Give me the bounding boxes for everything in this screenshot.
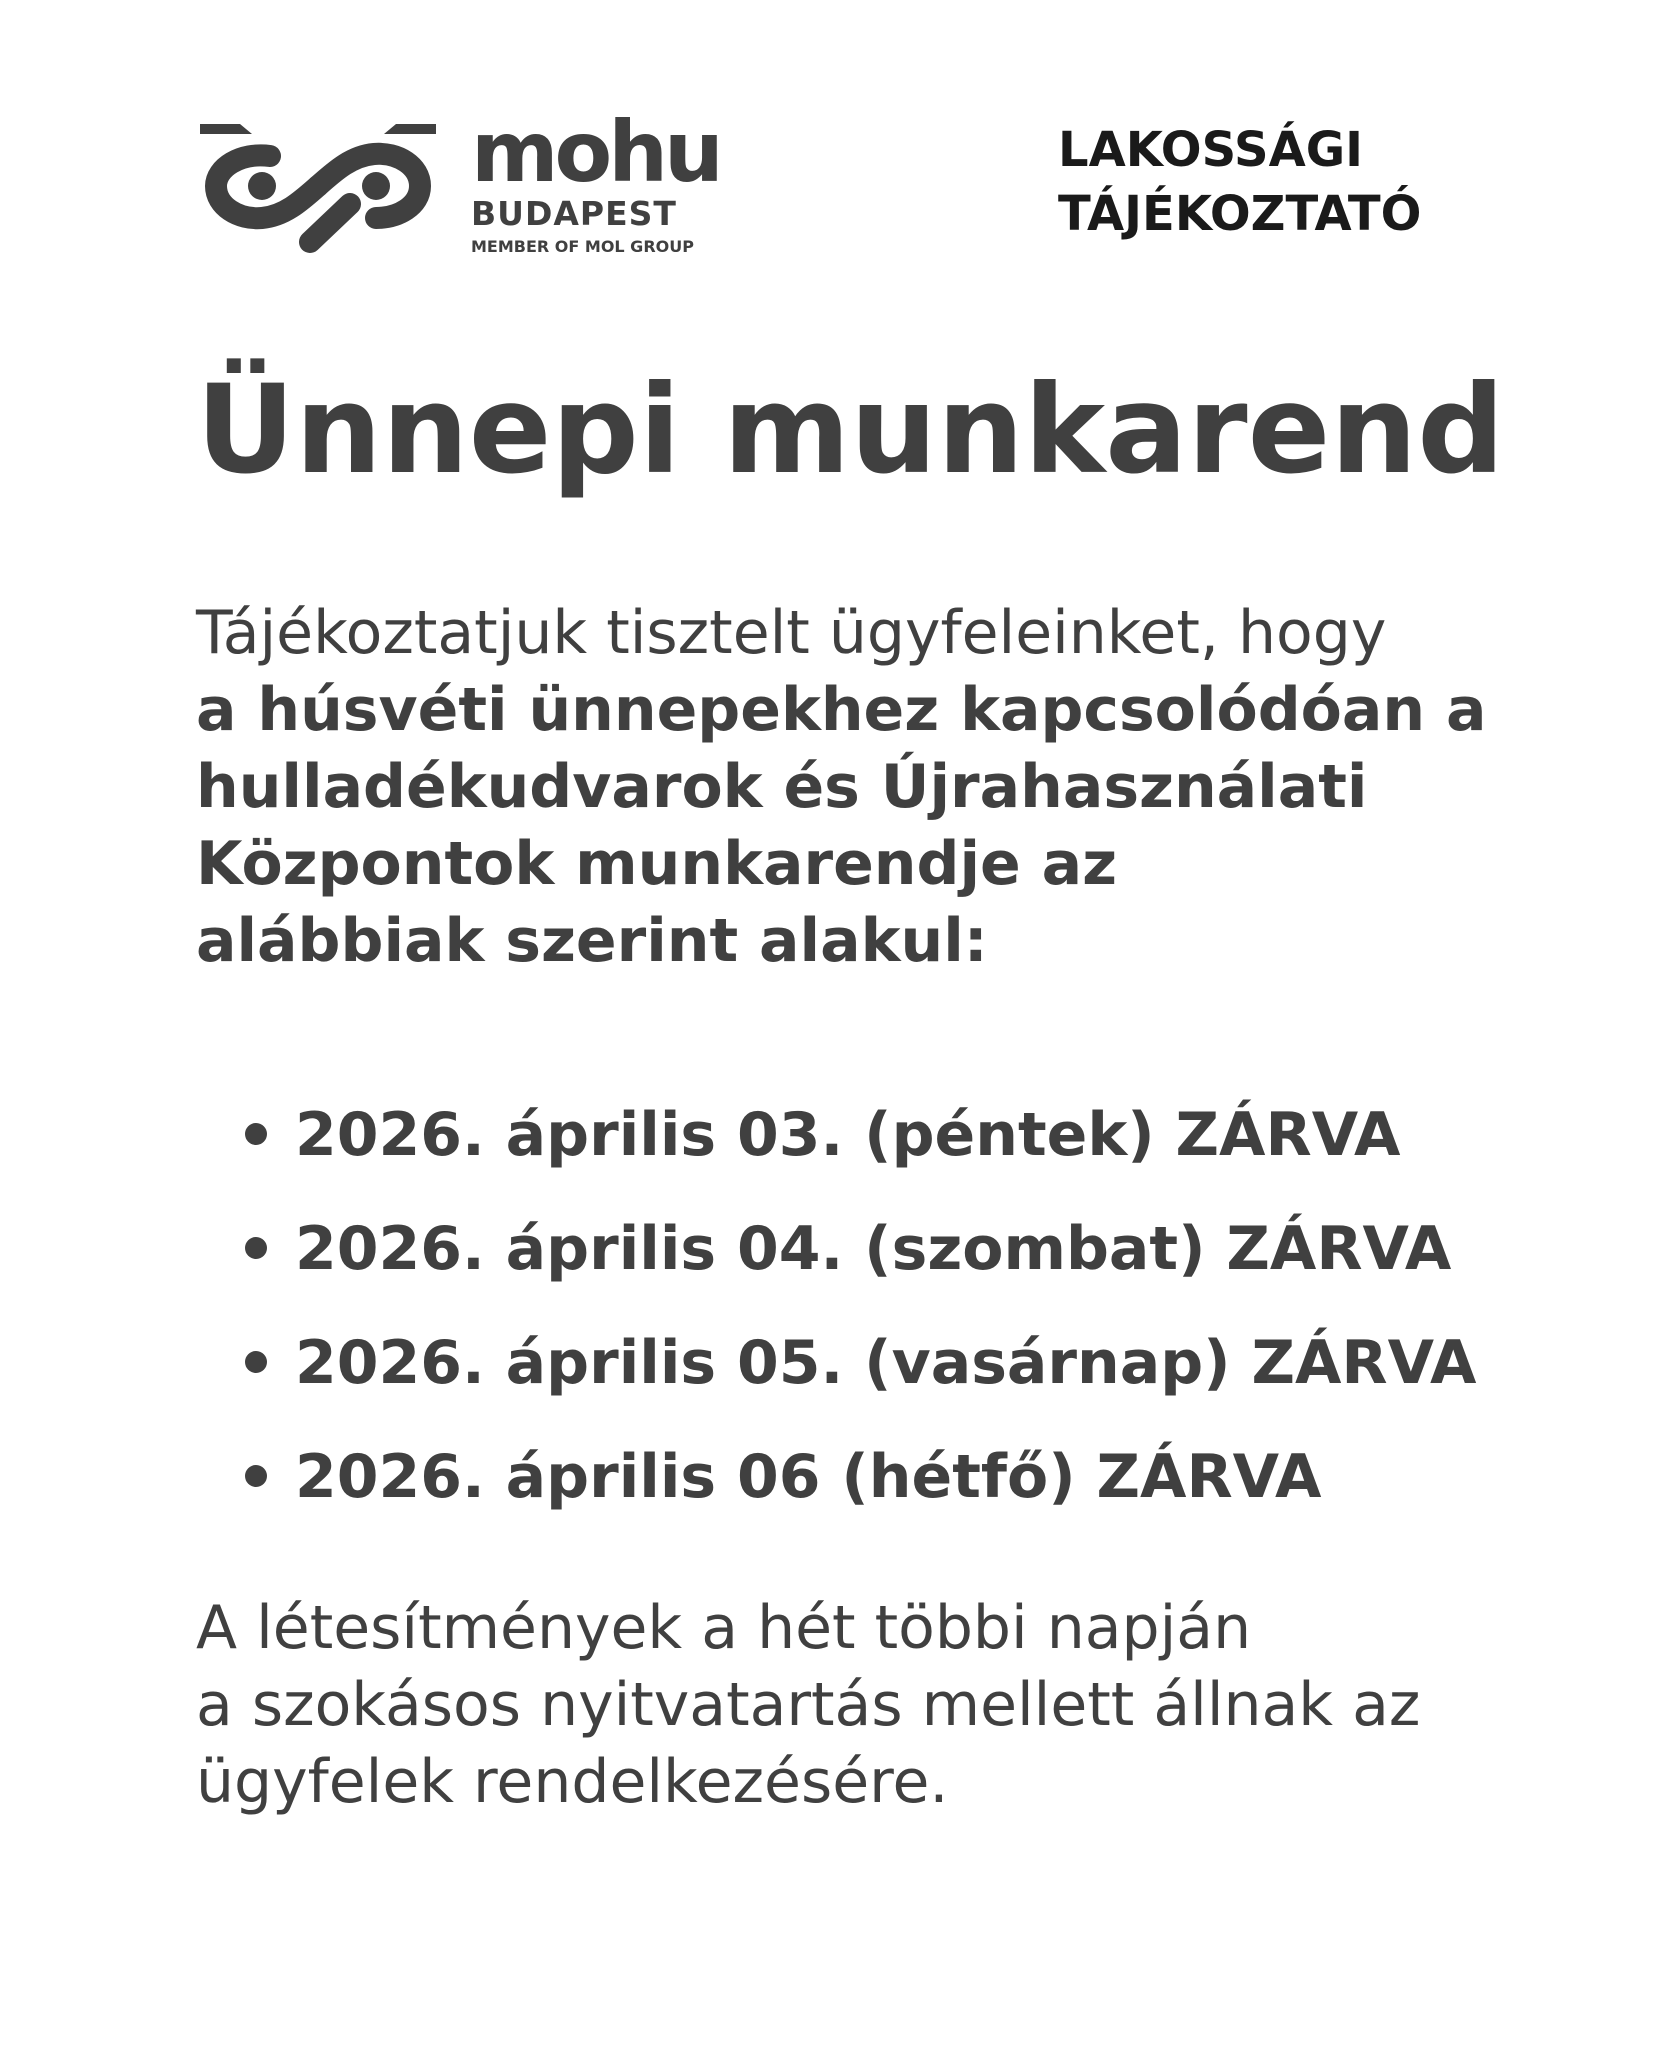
intro-line: Központok munkarendje az: [196, 829, 1118, 899]
brand-city: BUDAPEST: [471, 194, 677, 233]
closure-date: 2026. április 06 (hétfő) ZÁRVA: [295, 1442, 1322, 1512]
intro-paragraph: [196, 595, 1496, 980]
mohu-logo-icon: [200, 124, 436, 256]
bullet-icon: [245, 1123, 267, 1145]
header-label-line2: TÁJÉKOZTATÓ: [1058, 186, 1422, 242]
bullet-icon: [245, 1351, 267, 1373]
closure-date: 2026. április 05. (vasárnap) ZÁRVA: [295, 1328, 1477, 1398]
bullet-icon: [245, 1465, 267, 1487]
outro-line: ügyfelek rendelkezésére.: [196, 1747, 949, 1817]
brand-name: mohu: [471, 103, 720, 201]
bullet-icon: [245, 1237, 267, 1259]
closure-date: 2026. április 04. (szombat) ZÁRVA: [295, 1214, 1452, 1284]
page-title: Ünnepi munkarend: [196, 359, 1505, 501]
closure-date-list: [245, 1078, 1545, 1534]
list-item: [245, 1420, 1545, 1534]
brand-member: MEMBER OF MOL GROUP: [471, 237, 694, 256]
brand-block: [471, 103, 731, 258]
outro-line: a szokásos nyitvatartás mellett állnak az: [196, 1670, 1421, 1740]
list-item: [245, 1192, 1545, 1306]
list-item: [245, 1078, 1545, 1192]
list-item: [245, 1306, 1545, 1420]
header-label-line1: LAKOSSÁGI: [1058, 122, 1363, 178]
intro-line: hulladékudvarok és Újrahasználati: [196, 752, 1368, 822]
closure-date: 2026. április 03. (péntek) ZÁRVA: [295, 1100, 1401, 1170]
intro-line: alábbiak szerint alakul:: [196, 906, 988, 976]
outro-line: A létesítmények a hét többi napján: [196, 1593, 1252, 1663]
intro-line: Tájékoztatjuk tisztelt ügyfeleinket, hogy: [196, 598, 1387, 668]
outro-paragraph: [196, 1590, 1496, 1821]
header-label: [1058, 118, 1538, 246]
intro-line: a húsvéti ünnepekhez kapcsolódóan a: [196, 675, 1487, 745]
